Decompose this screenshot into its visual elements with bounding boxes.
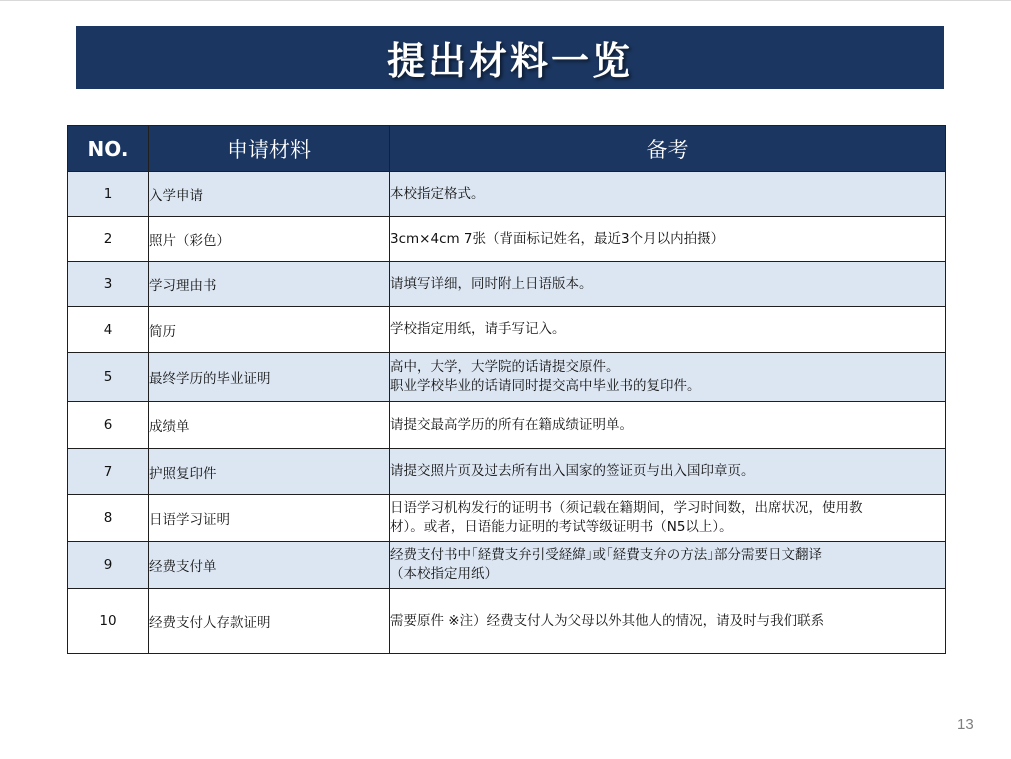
table-row [68, 542, 946, 589]
table-row [68, 495, 946, 542]
remarks-text: 日语学习机构发行的证明书（须记载在籍期间，学习时间数，出席状况，使用教 [390, 500, 863, 516]
table-row [68, 217, 946, 262]
remarks-text: 3cm×4cm 7张（背面标记姓名，最近3个月以内拍摄） [390, 230, 725, 247]
table-row [68, 262, 946, 307]
remarks-text: 职业学校毕业的话请同时提交高中毕业书的复印件。 [390, 378, 701, 394]
material-name: 入学申请 [149, 172, 390, 217]
remarks-text: 材）。或者，日语能力证明的考试等级证明书（N5以上）。 [390, 519, 733, 535]
materials-table [67, 125, 946, 654]
remarks-cell [390, 589, 946, 654]
material-name: 最终学历的毕业证明 [149, 353, 390, 402]
header-no: NO. [68, 126, 149, 172]
header-material: 申请材料 [149, 126, 390, 172]
remarks-text: 学校指定用纸，请手写记入。 [390, 321, 566, 337]
row-number: 3 [68, 262, 149, 307]
remarks-cell [390, 542, 946, 589]
material-name: 经费支付人存款证明 [149, 589, 390, 654]
table-row [68, 307, 946, 353]
title-banner [76, 26, 944, 89]
table-header-row [68, 126, 946, 172]
remarks-cell [390, 307, 946, 353]
material-name: 简历 [149, 307, 390, 353]
remarks-text: 请提交照片页及过去所有出入国家的签证页与出入国印章页。 [390, 463, 755, 479]
remarks-text: 请提交最高学历的所有在籍成绩证明单。 [390, 416, 633, 433]
header-remarks: 备考 [390, 126, 946, 172]
remarks-cell [390, 402, 946, 449]
row-number: 4 [68, 307, 149, 353]
table-row [68, 402, 946, 449]
remarks-text: 本校指定格式。 [390, 185, 485, 202]
row-number: 1 [68, 172, 149, 217]
material-name: 学习理由书 [149, 262, 390, 307]
remarks-text: 请填写详细，同时附上日语版本。 [390, 275, 593, 292]
row-number: 10 [68, 589, 149, 654]
material-name: 护照复印件 [149, 449, 390, 495]
remarks-cell [390, 217, 946, 262]
remarks-text: 高中，大学，大学院的话请提交原件。 [390, 359, 620, 375]
table-row [68, 353, 946, 402]
material-name: 经费支付单 [149, 542, 390, 589]
row-number: 7 [68, 449, 149, 495]
remarks-cell [390, 172, 946, 217]
row-number: 2 [68, 217, 149, 262]
page-number: 13 [957, 716, 974, 733]
table-row [68, 449, 946, 495]
material-name: 日语学习证明 [149, 495, 390, 542]
row-number: 9 [68, 542, 149, 589]
remarks-text: （本校指定用纸） [390, 566, 498, 582]
material-name: 成绩单 [149, 402, 390, 449]
remarks-cell [390, 353, 946, 402]
row-number: 8 [68, 495, 149, 542]
top-divider [0, 0, 1011, 1]
material-name: 照片（彩色） [149, 217, 390, 262]
remarks-text: 经费支付书中｢経費支弁引受経緯｣或｢経費支弁の方法｣部分需要日文翻译 [390, 547, 822, 563]
row-number: 6 [68, 402, 149, 449]
page-title: 提出材料一览 [386, 39, 633, 83]
table-row [68, 172, 946, 217]
table-row [68, 589, 946, 654]
row-number: 5 [68, 353, 149, 402]
remarks-cell [390, 495, 946, 542]
remarks-text: 需要原件 ※注）经费支付人为父母以外其他人的情况，请及时与我们联系 [390, 612, 825, 629]
remarks-cell [390, 449, 946, 495]
remarks-cell [390, 262, 946, 307]
